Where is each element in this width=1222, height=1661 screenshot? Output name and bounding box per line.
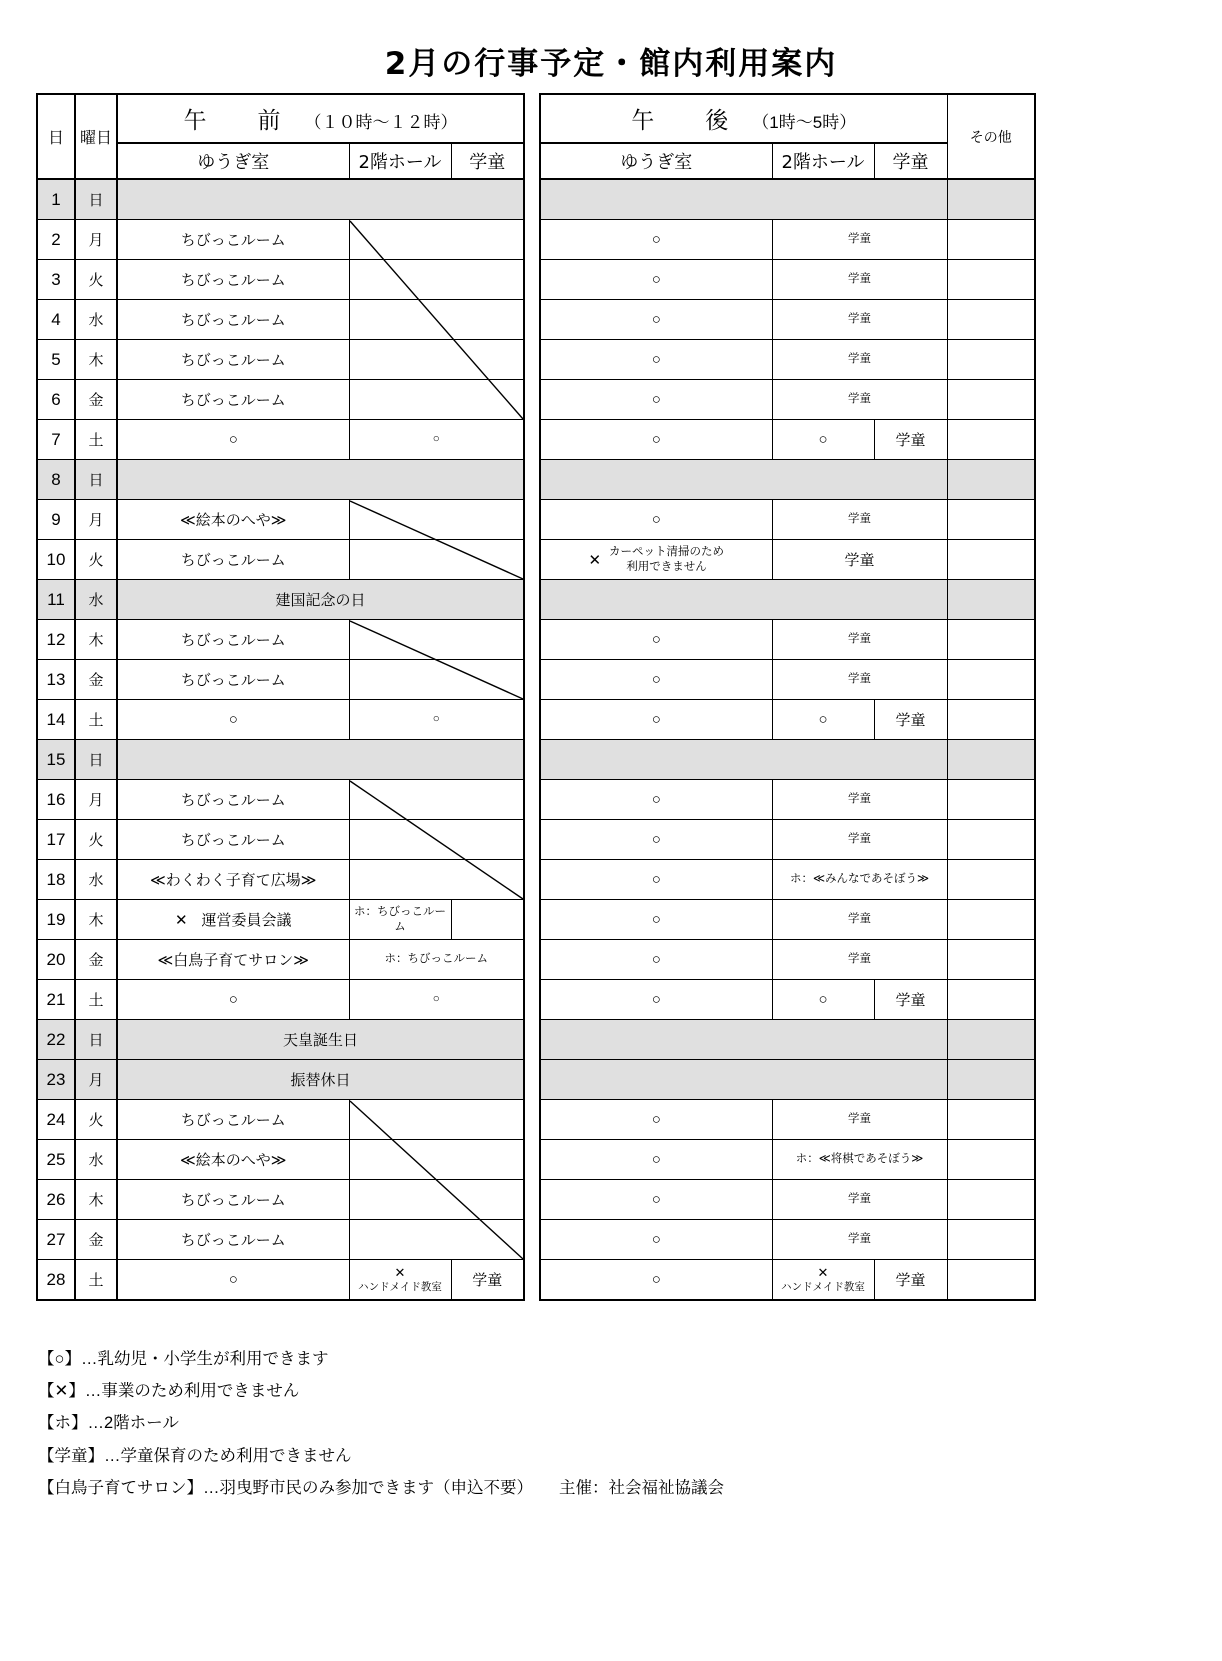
table-row [37, 820, 524, 860]
header-morning-time: （１０時～１２時） [304, 113, 458, 132]
am-yugi-text: 運営委員会議 [201, 912, 292, 929]
pm-yugi-cell: ○ [540, 260, 772, 300]
other-cell [947, 820, 1035, 860]
other-cell [947, 580, 1035, 620]
am-hall-note: ハンドメイド教室 [358, 1280, 442, 1293]
pm-yugi-cell: ○ [540, 1180, 772, 1220]
table-row [540, 1100, 1035, 1140]
morning-schedule-table [36, 93, 525, 1301]
table-row [540, 300, 1035, 340]
pm-hall-cell: 学童 [772, 780, 947, 820]
weekday-cell: 日 [75, 1020, 117, 1060]
legend-line-2: 【ホ】…2階ホール [38, 1414, 179, 1433]
pm-hall-cell: 学童 [772, 260, 947, 300]
table-row [540, 340, 1035, 380]
table-row [540, 620, 1035, 660]
weekday-cell: 日 [75, 740, 117, 780]
table-row [37, 500, 524, 540]
table-row [540, 179, 1035, 220]
am-hall-cell [349, 260, 524, 300]
other-cell [947, 179, 1035, 220]
day-number-cell: 25 [37, 1140, 75, 1180]
pm-yugi-cell: ○ [540, 940, 772, 980]
am-hall-cell [349, 540, 524, 580]
pm-yugi-cell: ○ [540, 340, 772, 380]
am-hall-cell [349, 340, 524, 380]
day-number-cell: 6 [37, 380, 75, 420]
weekday-cell: 金 [75, 940, 117, 980]
other-cell [947, 1020, 1035, 1060]
table-row [540, 700, 1035, 740]
day-number-cell: 19 [37, 900, 75, 940]
closed-day-cell: 天皇誕生日 [117, 1020, 524, 1060]
weekday-cell: 火 [75, 820, 117, 860]
weekday-cell: 金 [75, 660, 117, 700]
closed-day-cell [117, 460, 524, 500]
table-row [37, 660, 524, 700]
day-number-cell: 15 [37, 740, 75, 780]
am-yugi-cell: ちびっこルーム [117, 1100, 349, 1140]
table-row [37, 980, 524, 1020]
closed-day-cell: 振替休日 [117, 1060, 524, 1100]
other-cell [947, 460, 1035, 500]
day-number-cell: 16 [37, 780, 75, 820]
pm-yugi-cell: ○ [540, 300, 772, 340]
legend-line-3: 【学童】…学童保育のため利用できません [38, 1446, 352, 1465]
other-cell [947, 340, 1035, 380]
pm-yugi-cell: ○ [540, 780, 772, 820]
day-number-cell: 14 [37, 700, 75, 740]
am-hall-cell: ホ：ちびっこルーム [349, 900, 451, 940]
other-cell [947, 540, 1035, 580]
afternoon-table-body [540, 179, 1035, 1300]
header-room-yugi-pm: ゆうぎ室 [540, 143, 772, 179]
header-room-hall-am: 2階ホール [349, 143, 451, 179]
table-row [37, 220, 524, 260]
legend-line-1: 【✕】…事業のため利用できません [38, 1382, 300, 1401]
header-afternoon [540, 94, 947, 143]
weekday-cell: 水 [75, 1140, 117, 1180]
am-yugi-cell: ≪白鳥子育てサロン≫ [117, 940, 349, 980]
day-number-cell: 7 [37, 420, 75, 460]
pm-yugi-cell: ○ [540, 220, 772, 260]
legend-line-0: 【○】…乳幼児・小学生が利用できます [38, 1350, 329, 1368]
other-cell [947, 660, 1035, 700]
weekday-cell: 木 [75, 1180, 117, 1220]
afternoon-table-wrap [539, 93, 1036, 1301]
pm-yugi-cell: ○ [540, 1100, 772, 1140]
other-cell [947, 980, 1035, 1020]
am-hall-cell [349, 220, 524, 260]
day-number-cell: 26 [37, 1180, 75, 1220]
table-row [37, 540, 524, 580]
table-row [37, 860, 524, 900]
pm-closed-cell [540, 179, 947, 220]
page-title: 2月の行事予定・館内利用案内 [384, 46, 838, 82]
table-row [540, 540, 1035, 580]
table-row [540, 380, 1035, 420]
other-cell [947, 380, 1035, 420]
weekday-cell: 日 [75, 179, 117, 220]
header-room-yugi-am: ゆうぎ室 [117, 143, 349, 179]
day-number-cell: 18 [37, 860, 75, 900]
pm-hall-cell: ホ：≪将棋であそぼう≫ [772, 1140, 947, 1180]
pm-hall-cell: 学童 [772, 940, 947, 980]
table-row [37, 1180, 524, 1220]
pm-hall-cell: 学童 [772, 900, 947, 940]
header-room-gakudo-pm: 学童 [874, 143, 947, 179]
pm-hall-cell: 学童 [772, 500, 947, 540]
am-hall-cell [349, 1140, 524, 1180]
weekday-cell: 土 [75, 980, 117, 1020]
weekday-cell: 日 [75, 460, 117, 500]
morning-table-wrap [36, 93, 525, 1301]
am-hall-cell [349, 780, 524, 820]
other-cell [947, 1100, 1035, 1140]
other-cell [947, 1180, 1035, 1220]
other-cell [947, 500, 1035, 540]
other-cell [947, 1220, 1035, 1260]
other-cell [947, 900, 1035, 940]
day-number-cell: 22 [37, 1020, 75, 1060]
header-room-gakudo-am: 学童 [451, 143, 524, 179]
cross-icon: ✕ [394, 1265, 406, 1280]
header-morning-label: 午 前 [183, 108, 295, 134]
table-row [37, 420, 524, 460]
header-weekday: 曜日 [75, 94, 117, 179]
pm-note-line1: カーペット清掃のため [609, 545, 725, 558]
other-cell [947, 220, 1035, 260]
legend-salon-line [38, 1472, 1222, 1504]
table-row [37, 700, 524, 740]
am-hall-cell: ○ [349, 420, 524, 460]
am-gakudo-cell: 学童 [451, 1260, 524, 1301]
am-yugi-cell: ちびっこルーム [117, 620, 349, 660]
pm-hall-cell: ○ [772, 420, 874, 460]
weekday-cell: 水 [75, 860, 117, 900]
pm-gakudo-cell: 学童 [874, 420, 947, 460]
table-row [37, 1020, 524, 1060]
weekday-cell: 月 [75, 500, 117, 540]
closed-day-cell [117, 740, 524, 780]
am-hall-cell [349, 860, 524, 900]
table-row [37, 300, 524, 340]
other-cell [947, 300, 1035, 340]
am-yugi-cell: ちびっこルーム [117, 300, 349, 340]
day-number-cell: 2 [37, 220, 75, 260]
weekday-cell: 火 [75, 260, 117, 300]
table-row [540, 900, 1035, 940]
table-row [540, 940, 1035, 980]
am-yugi-cell: ○ [117, 1260, 349, 1301]
table-row [540, 820, 1035, 860]
day-number-cell: 23 [37, 1060, 75, 1100]
pm-closed-cell [540, 1020, 947, 1060]
am-yugi-cell: ちびっこルーム [117, 1180, 349, 1220]
schedule-tables [0, 93, 1222, 1301]
table-row [37, 1220, 524, 1260]
day-number-cell: 20 [37, 940, 75, 980]
am-yugi-cell: ○ [117, 420, 349, 460]
day-number-cell: 1 [37, 179, 75, 220]
am-hall-cell [349, 820, 524, 860]
am-yugi-cell: ○ [117, 980, 349, 1020]
header-morning [117, 94, 524, 143]
pm-gakudo-cell: 学童 [874, 1260, 947, 1301]
pm-yugi-cell: ○ [540, 860, 772, 900]
day-number-cell: 3 [37, 260, 75, 300]
morning-table-head [37, 94, 524, 179]
day-number-cell: 10 [37, 540, 75, 580]
table-row [37, 780, 524, 820]
pm-yugi-cell: ○ [540, 700, 772, 740]
pm-hall-cell: 学童 [772, 660, 947, 700]
day-number-cell: 12 [37, 620, 75, 660]
weekday-cell: 火 [75, 1100, 117, 1140]
am-yugi-cell: ≪絵本のへや≫ [117, 1140, 349, 1180]
day-number-cell: 4 [37, 300, 75, 340]
am-yugi-cell: ≪わくわく子育て広場≫ [117, 860, 349, 900]
morning-table-body [37, 179, 524, 1300]
table-row [540, 780, 1035, 820]
day-number-cell: 17 [37, 820, 75, 860]
am-yugi-cell [117, 900, 349, 940]
am-yugi-cell: ちびっこルーム [117, 260, 349, 300]
pm-hall-cell: 学童 [772, 620, 947, 660]
weekday-cell: 土 [75, 1260, 117, 1301]
pm-hall-cell: 学童 [772, 300, 947, 340]
table-row [37, 900, 524, 940]
pm-hall-note: ハンドメイド教室 [781, 1280, 865, 1293]
weekday-cell: 月 [75, 1060, 117, 1100]
cross-icon: ✕ [174, 911, 188, 929]
am-yugi-cell: ちびっこルーム [117, 380, 349, 420]
cross-icon: ✕ [588, 551, 602, 569]
pm-yugi-cell: ○ [540, 380, 772, 420]
day-number-cell: 28 [37, 1260, 75, 1301]
pm-closed-cell [540, 1060, 947, 1100]
day-number-cell: 27 [37, 1220, 75, 1260]
pm-hall-cell: 学童 [772, 340, 947, 380]
table-row [37, 740, 524, 780]
am-gakudo-cell [451, 900, 524, 940]
pm-hall-cell: 学童 [772, 1180, 947, 1220]
table-row [540, 740, 1035, 780]
table-row [37, 620, 524, 660]
pm-closed-cell [540, 460, 947, 500]
table-row [540, 500, 1035, 540]
pm-closed-cell [540, 740, 947, 780]
table-row [540, 260, 1035, 300]
weekday-cell: 金 [75, 1220, 117, 1260]
weekday-cell: 水 [75, 300, 117, 340]
table-row [37, 940, 524, 980]
pm-hall-cell [772, 1260, 874, 1301]
other-cell [947, 740, 1035, 780]
table-row [540, 1140, 1035, 1180]
pm-yugi-cell: ○ [540, 980, 772, 1020]
cross-icon: ✕ [817, 1265, 829, 1280]
am-hall-cell: ○ [349, 980, 524, 1020]
other-cell [947, 700, 1035, 740]
legend [0, 1301, 1222, 1504]
pm-hall-cell: ホ：≪みんなであそぼう≫ [772, 860, 947, 900]
pm-closed-cell [540, 580, 947, 620]
pm-yugi-cell: ○ [540, 620, 772, 660]
am-yugi-cell: ちびっこルーム [117, 820, 349, 860]
am-yugi-cell: ○ [117, 700, 349, 740]
table-row [37, 460, 524, 500]
table-row [37, 340, 524, 380]
am-hall-cell [349, 1100, 524, 1140]
other-cell [947, 1260, 1035, 1301]
weekday-cell: 土 [75, 700, 117, 740]
other-cell [947, 620, 1035, 660]
other-cell [947, 780, 1035, 820]
table-row [540, 860, 1035, 900]
pm-gakudo-cell: 学童 [874, 700, 947, 740]
weekday-cell: 木 [75, 620, 117, 660]
pm-hall-cell: 学童 [772, 380, 947, 420]
table-row [37, 179, 524, 220]
pm-yugi-cell: ○ [540, 1220, 772, 1260]
weekday-cell: 水 [75, 580, 117, 620]
am-yugi-cell: ちびっこルーム [117, 340, 349, 380]
table-row [37, 1140, 524, 1180]
table-row [540, 980, 1035, 1020]
pm-hall-cell: ○ [772, 980, 874, 1020]
weekday-cell: 木 [75, 340, 117, 380]
table-row [540, 1220, 1035, 1260]
am-hall-cell [349, 1260, 451, 1301]
day-number-cell: 5 [37, 340, 75, 380]
day-number-cell: 8 [37, 460, 75, 500]
am-yugi-cell: ちびっこルーム [117, 540, 349, 580]
pm-yugi-cell: ○ [540, 420, 772, 460]
pm-hall-cell: 学童 [772, 1220, 947, 1260]
other-cell [947, 1140, 1035, 1180]
header-other: その他 [947, 94, 1035, 179]
day-number-cell: 24 [37, 1100, 75, 1140]
day-number-cell: 13 [37, 660, 75, 700]
pm-hall-cell: 学童 [772, 220, 947, 260]
am-hall-cell [349, 620, 524, 660]
am-hall-cell [349, 500, 524, 540]
weekday-cell: 土 [75, 420, 117, 460]
afternoon-schedule-table [539, 93, 1036, 1301]
pm-yugi-cell: ○ [540, 1140, 772, 1180]
table-row [540, 460, 1035, 500]
pm-yugi-cell: ○ [540, 900, 772, 940]
table-row [37, 1260, 524, 1301]
afternoon-table-head [540, 94, 1035, 179]
pm-hall-cell: ○ [772, 700, 874, 740]
pm-yugi-cell [540, 540, 772, 580]
table-row [37, 260, 524, 300]
pm-yugi-cell: ○ [540, 820, 772, 860]
table-row [37, 1060, 524, 1100]
pm-yugi-cell: ○ [540, 500, 772, 540]
am-hall-cell [349, 660, 524, 700]
other-cell [947, 1060, 1035, 1100]
table-row [37, 1100, 524, 1140]
am-yugi-cell: ちびっこルーム [117, 220, 349, 260]
table-row [540, 220, 1035, 260]
table-row [540, 420, 1035, 460]
am-yugi-cell: ちびっこルーム [117, 780, 349, 820]
weekday-cell: 月 [75, 780, 117, 820]
table-row [540, 1060, 1035, 1100]
table-row [540, 580, 1035, 620]
day-number-cell: 11 [37, 580, 75, 620]
am-hall-cell [349, 300, 524, 340]
day-number-cell: 9 [37, 500, 75, 540]
pm-hall-cell: 学童 [772, 820, 947, 860]
weekday-cell: 金 [75, 380, 117, 420]
header-afternoon-time: （1時～5時） [752, 113, 857, 132]
legend-salon-text: 【白鳥子育てサロン】…羽曳野市民のみ参加できます（申込不要） [38, 1478, 533, 1497]
am-yugi-cell: ちびっこルーム [117, 660, 349, 700]
table-row [540, 660, 1035, 700]
am-hall-cell [349, 1180, 524, 1220]
closed-day-cell [117, 179, 524, 220]
other-cell [947, 260, 1035, 300]
other-cell [947, 420, 1035, 460]
table-row [540, 1260, 1035, 1301]
am-yugi-cell: ≪絵本のへや≫ [117, 500, 349, 540]
header-day-number: 日 [37, 94, 75, 179]
pm-yugi-cell: ○ [540, 1260, 772, 1301]
closed-day-cell: 建国記念の日 [117, 580, 524, 620]
am-hall-cell: ○ [349, 700, 524, 740]
am-hall-cell [349, 1220, 524, 1260]
am-yugi-cell: ちびっこルーム [117, 1220, 349, 1260]
weekday-cell: 木 [75, 900, 117, 940]
pm-hall-cell: 学童 [772, 1100, 947, 1140]
table-row [540, 1020, 1035, 1060]
table-row [37, 580, 524, 620]
pm-note-line2: 利用できません [626, 560, 707, 573]
other-cell [947, 860, 1035, 900]
am-hall-cell [349, 380, 524, 420]
pm-hall-cell: 学童 [772, 540, 947, 580]
legend-sponsor: 主催：社会福祉協議会 [559, 1478, 724, 1497]
weekday-cell: 火 [75, 540, 117, 580]
day-number-cell: 21 [37, 980, 75, 1020]
table-row [540, 1180, 1035, 1220]
pm-gakudo-cell: 学童 [874, 980, 947, 1020]
header-room-hall-pm: 2階ホール [772, 143, 874, 179]
table-row [37, 380, 524, 420]
pm-yugi-cell: ○ [540, 660, 772, 700]
header-afternoon-label: 午 後 [631, 108, 743, 134]
weekday-cell: 月 [75, 220, 117, 260]
am-hall-cell: ホ：ちびっこルーム [349, 940, 524, 980]
other-cell [947, 940, 1035, 980]
